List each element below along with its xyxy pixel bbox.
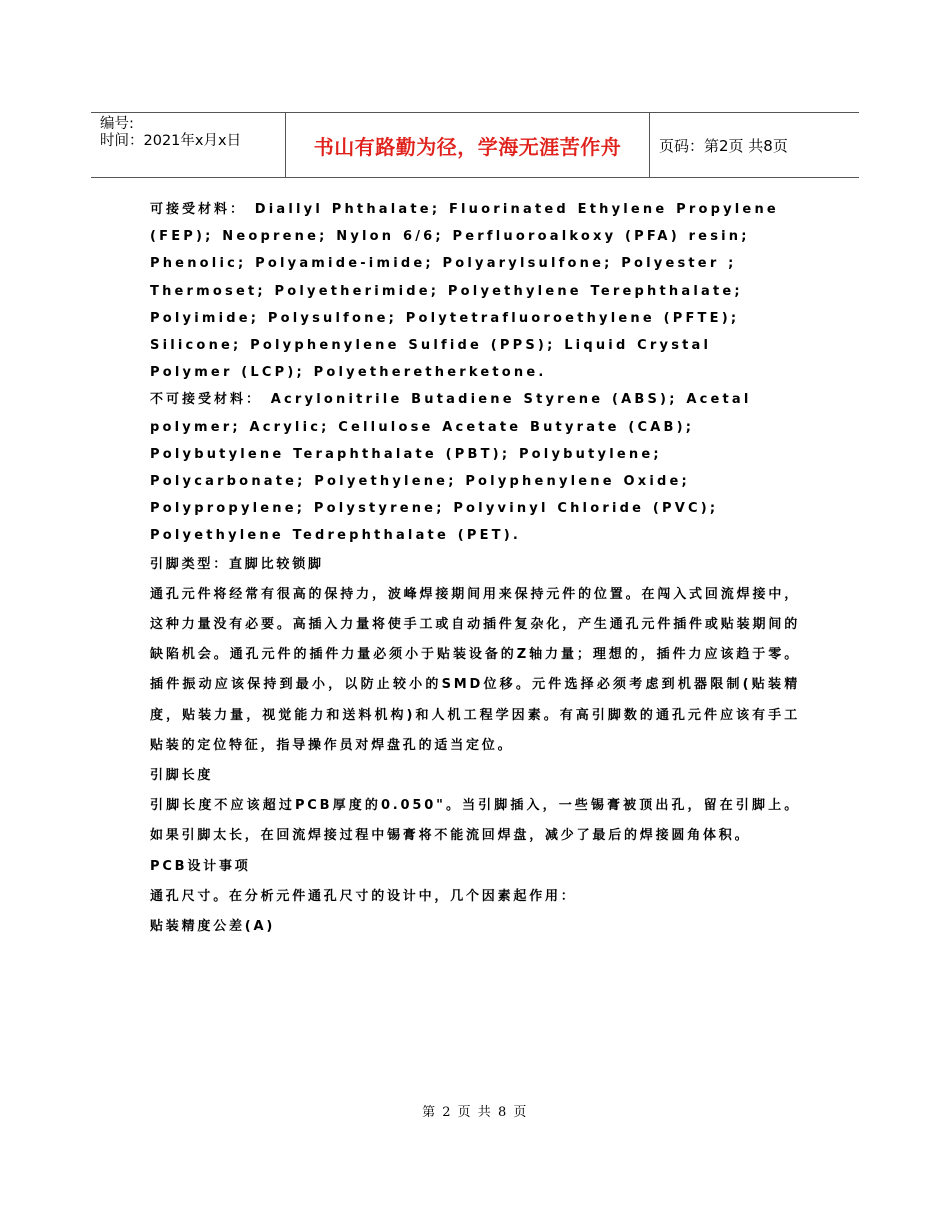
pin-type-paragraph: 通孔元件将经常有很高的保持力，波峰焊接期间用来保持元件的位置。在闯入式回流焊接中，这种力量没有必要。高插入力量将使手工或自动插件复杂化，产生通孔元件插件或贴装期间的缺陷机会。通孔元件的插件力量必须小于贴装设备的Z轴力量；理想的，插件力应该趋于零。插件振动应该保持到最小，以防止较小的SMD位移。元件选择必须考虑到机器限制(贴装精度，贴装力量，视觉能力和送料机构)和人机工程学因素。有高引脚数的通孔元件应该有手工贴装的定位特征，指导操作员对焊盘孔的适当定位。	[150, 586, 800, 753]
header-divider	[649, 113, 650, 178]
acceptable-materials-paragraph	[150, 196, 800, 386]
pin-length-paragraph: 引脚长度不应该超过PCB厚度的0.050"。当引脚插入，一些锡膏被顶出孔，留在引脚上。如果引脚太长，在回流焊接过程中锡膏将不能流回焊盘，减少了最后的焊接圆角体积。	[150, 798, 800, 844]
header-info	[100, 116, 241, 150]
hole-size-paragraph: 通孔尺寸。在分析元件通孔尺寸的设计中，几个因素起作用：	[150, 888, 577, 904]
acceptable-materials-list: Diallyl Phthalate; Fluorinated Ethylene Propylene (FEP); Neoprene; Nylon 6/6; Perfluoroalkoxy (PFA) resin; Phenolic; Polyamide-imide; Polyarylsulfone; Polyester ; Thermoset; Polyetherimide; Polyethylene Terephthalate; Polyimide; Polysulfone; Polytetrafluoroethylene (PFTE); Silicone; Polyphenylene Sulfide (PPS); Liquid Crystal Polymer (LCP); Polyetheretherketone.	[150, 202, 779, 381]
header-table	[91, 112, 859, 178]
document-number-label: 编号:	[100, 116, 134, 132]
acceptable-materials-label: 可接受材料：	[150, 202, 247, 217]
pcb-design-heading: PCB设计事项	[150, 858, 251, 874]
pin-length-heading: 引脚长度	[150, 768, 214, 784]
pin-type-heading: 引脚类型：直脚比较锁脚	[150, 556, 324, 572]
document-time-label: 时间：2021年x月x日	[100, 133, 242, 149]
unacceptable-materials-label: 不可接受材料：	[150, 392, 263, 408]
document-body	[150, 196, 800, 942]
header-page-number: 页码：第2页 共8页	[659, 137, 788, 155]
placement-accuracy-heading: 贴装精度公差(A)	[150, 919, 276, 935]
page-footer: 第 2 页 共 8 页	[422, 1105, 528, 1120]
unacceptable-materials-list: Acrylonitrile Butadiene Styrene (ABS); Acetal polymer; Acrylic; Cellulose Acetate Butyrate (CAB); Polybutylene Teraphthalate (PBT); Polybutylene; Polycarbonate; Polyethylene; Polyphenylene Oxide; Polypropylene; Polystyrene; Polyvinyl Chloride (PVC); Polyethylene Tedrephthalate (PET).	[150, 392, 752, 544]
header-motto: 书山有路勤为径，学海无涯苦作舟	[313, 135, 622, 159]
unacceptable-materials-paragraph	[150, 386, 800, 549]
